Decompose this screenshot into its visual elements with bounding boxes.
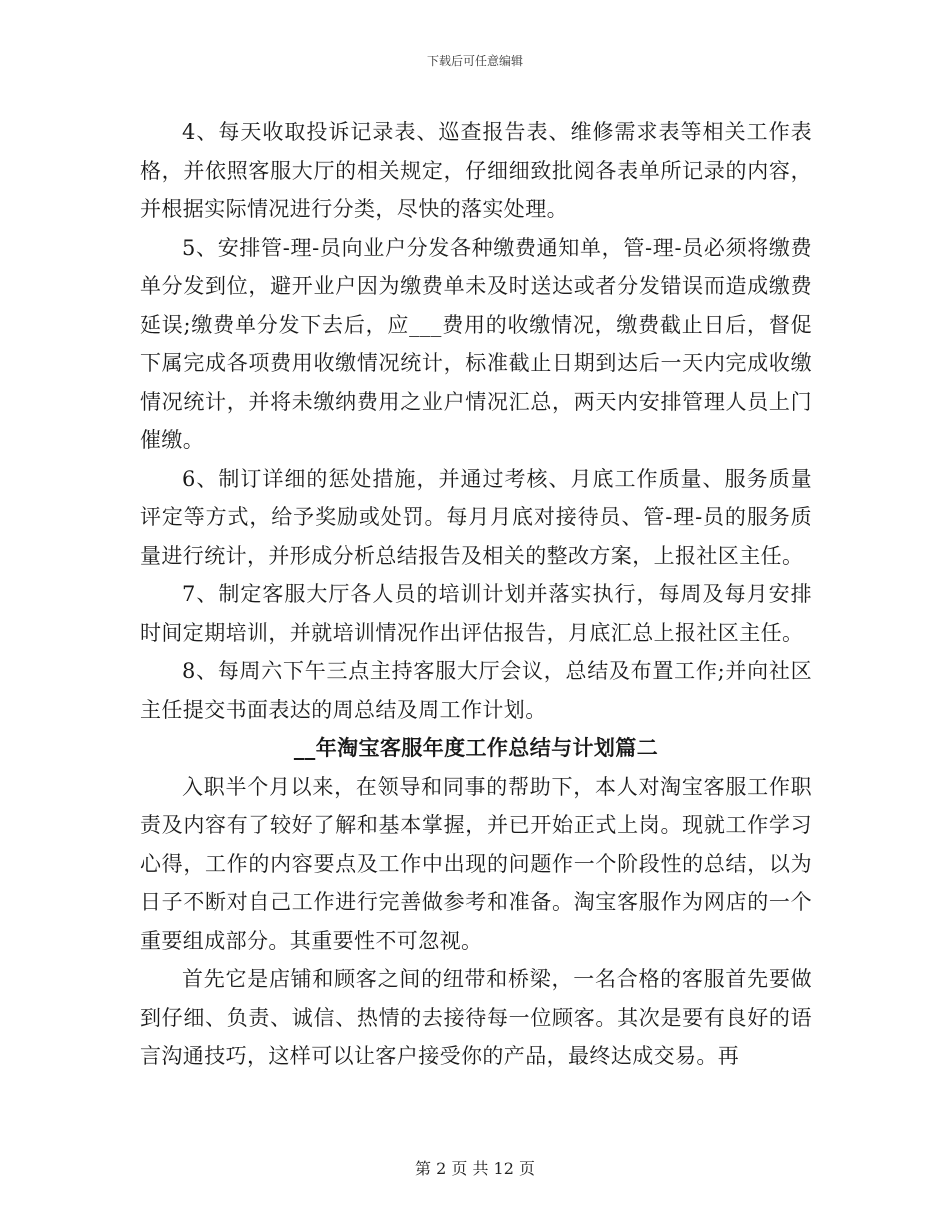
document-body — [140, 113, 812, 1076]
page-number: 第 2 页 共 12 页 — [415, 1159, 535, 1178]
paragraph-8: 8、每周六下午三点主持客服大厅会议，总结及布置工作;并向社区主任提交书面表达的周总结及周工作计划。 — [140, 659, 812, 722]
paragraph-4: 4、每天收取投诉记录表、巡查报告表、维修需求表等相关工作表格，并依照客服大厅的相关规定，仔细细致批阅各表单所记录的内容，并根据实际情况进行分类，尽快的落实处理。 — [140, 120, 812, 221]
paragraph-5: 5、安排管-理-员向业户分发各种缴费通知单，管-理-员必须将缴费单分发到位，避开业户因为缴费单未及时送达或者分发错误而造成缴费延误;缴费单分发下去后，应___费用的收缴情况，缴费截止日后，督促下属完成各项费用收缴情况统计，标准截止日期到达后一天内完成收缴情况统计，并将未缴纳费用之业户情况汇总，两天内安排管理人员上门催缴。 — [140, 235, 812, 452]
section-heading: __年淘宝客服年度工作总结与计划篇二 — [293, 735, 659, 760]
paragraph-7: 7、制定客服大厅各人员的培训计划并落实执行，每周及每月安排时间定期培训，并就培训情况作出评估报告，月底汇总上报社区主任。 — [140, 582, 812, 645]
intro-paragraph: 入职半个月以来，在领导和同事的帮助下，本人对淘宝客服工作职责及内容有了较好了解和基本掌握，并已开始正式上岗。现就工作学习心得，工作的内容要点及工作中出现的问题作一个阶段性的总结，以为日子不断对自己工作进行完善做参考和准备。淘宝客服作为网店的一个重要组成部分。其重要性不可忽视。 — [140, 774, 812, 953]
paragraph-6: 6、制订详细的惩处措施，并通过考核、月底工作质量、服务质量评定等方式，给予奖励或处罚。每月月底对接待员、管-理-员的服务质量进行统计，并形成分析总结报告及相关的整改方案，上报社区主任。 — [140, 466, 812, 568]
header-note: 下载后可任意编辑 — [426, 54, 523, 68]
first-point-paragraph: 首先它是店铺和顾客之间的纽带和桥梁，一名合格的客服首先要做到仔细、负责、诚信、热情的去接待每一位顾客。其次是要有良好的语言沟通技巧，这样可以让客户接受你的产品，最终达成交易。再 — [140, 967, 812, 1068]
